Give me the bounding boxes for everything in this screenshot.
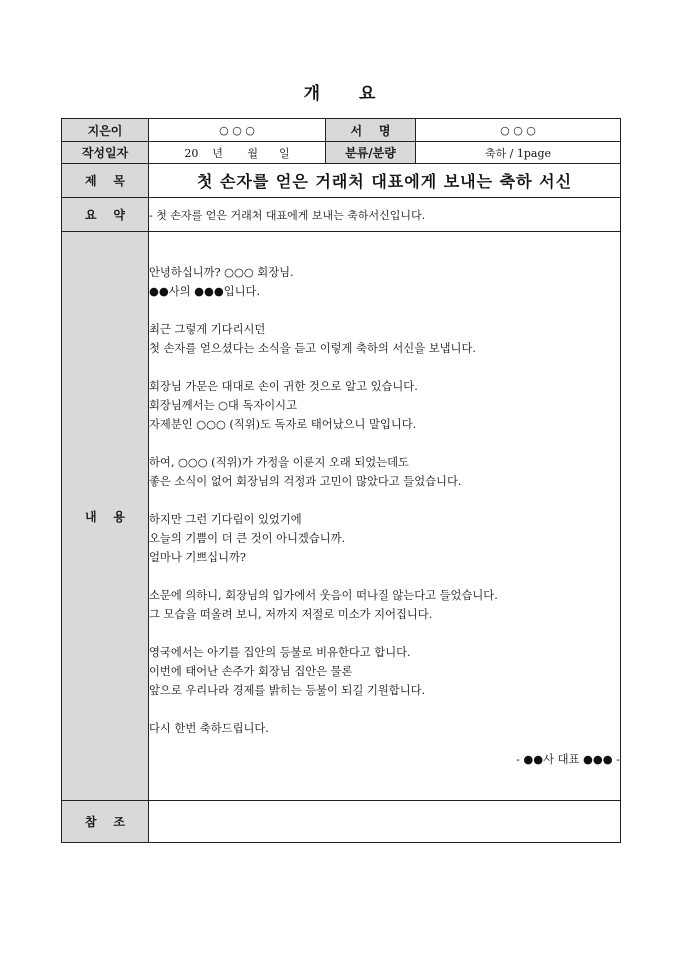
content-row [62,232,621,801]
letter-line: 얼마나 기쁘십니까? [149,551,246,564]
letter-signature: - ●●사 대표 ●●● - [515,753,620,766]
document-title: 첫 손자를 얻은 거래처 대표에게 보내는 축하 서신 [149,164,621,198]
summary-label: 요 약 [62,198,149,232]
date-row [62,142,621,164]
category-label: 분류/분량 [326,142,416,164]
letter-paragraph [149,586,620,624]
title-label: 제 목 [62,164,149,198]
letter-line: 최근 그렇게 기다리시던 [149,323,266,336]
letter-line: ●●사의 ●●●입니다. [149,285,261,298]
author-value: ○ ○ ○ [149,119,326,142]
letter-line: 안녕하십니까? ○○○ 회장님. [149,266,294,279]
note-row [62,801,621,843]
letter-paragraph [149,510,620,567]
date-value: 20 년 월 일 [149,142,326,164]
note-value [149,801,621,843]
bookname-value: ○ ○ ○ [416,119,621,142]
letter-line: 첫 손자를 얻으셨다는 소식을 듣고 이렇게 축하의 서신을 보냅니다. [149,342,476,355]
bookname-label: 서 명 [326,119,416,142]
summary-row [62,198,621,232]
category-value: 축하 / 1page [416,142,621,164]
letter-line: 하여, ○○○ (직위)가 가정을 이룬지 오래 되었는데도 [149,456,409,469]
date-label: 작성일자 [62,142,149,164]
letter-paragraph [149,643,620,700]
note-label: 참 조 [62,801,149,843]
letter-line: 다시 한번 축하드립니다. [149,722,269,735]
letter-paragraph [149,320,620,358]
letter-paragraphs [149,263,620,738]
letter-line: 그 모습을 떠올려 보니, 저까지 저절로 미소가 지어집니다. [149,608,433,621]
letter-body [149,232,621,801]
letter-line: 이번에 태어난 손주가 회장님 집안은 물론 [149,665,353,678]
summary-value: - 첫 손자를 얻은 거래처 대표에게 보내는 축하서신입니다. [149,198,621,232]
page-title-right: 요 [359,84,377,104]
letter-paragraph [149,719,620,738]
letter-line: 좋은 소식이 없어 회장님의 걱정과 고민이 많았다고 들었습니다. [149,475,462,488]
letter-line: 하지만 그런 기다림이 있었기에 [149,513,302,526]
letter-paragraph [149,453,620,491]
letter-line: 자제분인 ○○○ (직위)도 독자로 태어났으니 말입니다. [149,418,417,431]
letter-line: 오늘의 기쁨이 더 큰 것이 아니겠습니까. [149,532,346,545]
letter-paragraph [149,263,620,301]
author-row [62,119,621,142]
page-title [0,79,680,104]
page-title-left: 개 [303,84,321,104]
letter-line: 회장님께서는 ○대 독자이시고 [149,399,297,412]
summary-table [61,118,621,843]
content-label: 내 용 [62,232,149,801]
letter-paragraph [149,377,620,434]
letter-line: 회장님 가문은 대대로 손이 귀한 것으로 알고 있습니다. [149,380,418,393]
letter-line: 앞으로 우리나라 경제를 밝히는 등불이 되길 기원합니다. [149,684,426,697]
author-label: 지은이 [62,119,149,142]
letter-line: 영국에서는 아기를 집안의 등불로 비유한다고 합니다. [149,646,411,659]
title-row [62,164,621,198]
letter-line: 소문에 의하니, 회장님의 입가에서 웃음이 떠나질 않는다고 들었습니다. [149,589,498,602]
